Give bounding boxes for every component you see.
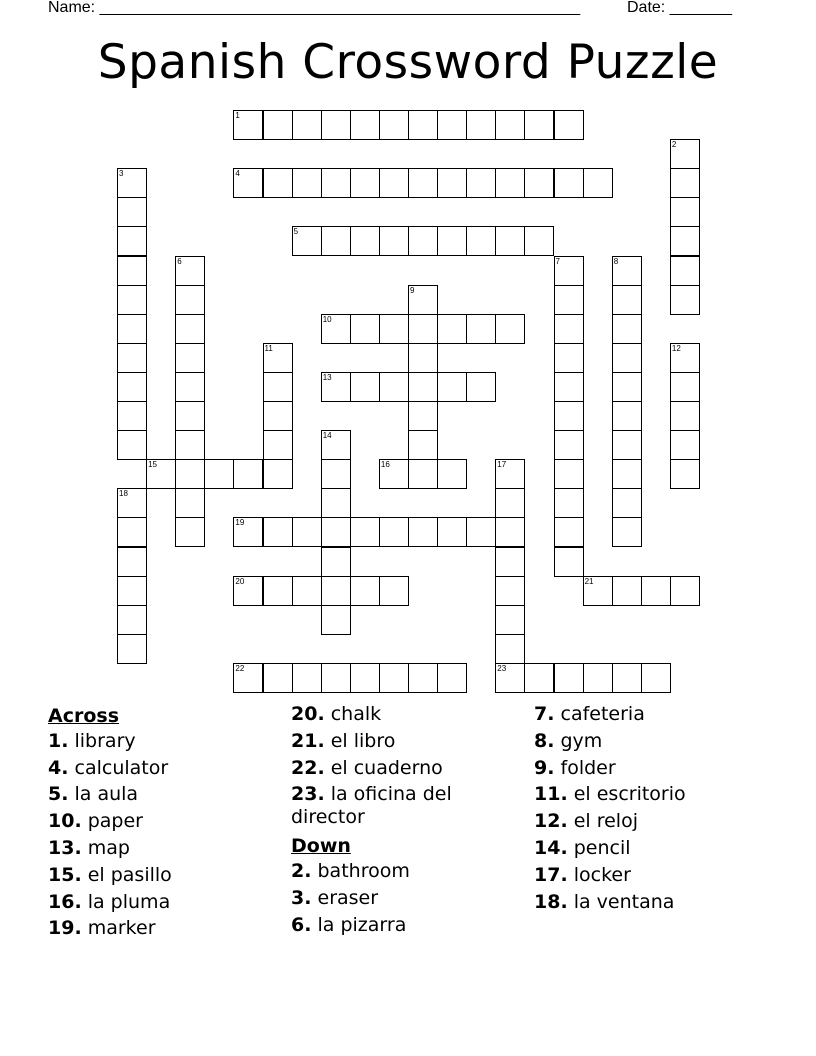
grid-cell[interactable]	[292, 226, 322, 256]
grid-cell[interactable]	[612, 314, 642, 344]
clue-number: 17.	[534, 863, 568, 886]
grid-cell[interactable]	[117, 256, 147, 286]
grid-cell[interactable]	[612, 343, 642, 373]
grid-cell[interactable]	[292, 576, 322, 606]
grid-cell[interactable]	[233, 663, 263, 693]
grid-cell[interactable]	[408, 663, 438, 693]
grid-cell[interactable]	[408, 168, 438, 198]
clue-number: 10.	[48, 810, 82, 833]
grid-cell[interactable]	[175, 343, 205, 373]
clue-number: 4.	[48, 756, 69, 779]
grid-cell[interactable]	[554, 372, 584, 402]
clue-across-15	[48, 864, 283, 887]
grid-cell[interactable]	[263, 343, 293, 373]
date-label: Date:	[627, 0, 666, 16]
clue-down-14	[534, 837, 769, 860]
grid-cell[interactable]	[408, 430, 438, 460]
grid-cell[interactable]	[466, 110, 496, 140]
grid-cell[interactable]	[263, 372, 293, 402]
cell-number: 18	[119, 489, 128, 499]
grid-cell[interactable]	[263, 576, 293, 606]
grid-cell[interactable]	[117, 343, 147, 373]
grid-cell[interactable]	[175, 314, 205, 344]
grid-cell[interactable]	[670, 401, 700, 431]
grid-cell[interactable]	[495, 547, 525, 577]
grid-cell[interactable]	[670, 430, 700, 460]
grid-cell[interactable]	[350, 517, 380, 547]
grid-cell[interactable]	[495, 663, 525, 693]
grid-cell[interactable]	[117, 430, 147, 460]
clue-text: folder	[560, 756, 616, 779]
grid-cell[interactable]	[554, 256, 584, 286]
grid-cell[interactable]	[524, 663, 554, 693]
grid-cell[interactable]	[379, 226, 409, 256]
grid-cell[interactable]	[670, 576, 700, 606]
grid-cell[interactable]	[117, 547, 147, 577]
cell-number: 4	[235, 169, 240, 179]
clue-number: 20.	[291, 703, 325, 725]
grid-cell[interactable]	[146, 459, 176, 489]
grid-cell[interactable]	[612, 663, 642, 693]
clue-number: 2.	[291, 859, 312, 882]
name-label: Name:	[48, 0, 96, 16]
clue-text: chalk	[330, 703, 382, 725]
grid-cell[interactable]	[321, 168, 351, 198]
grid-cell[interactable]	[670, 256, 700, 286]
cell-number: 13	[322, 372, 332, 382]
grid-cell[interactable]	[612, 459, 642, 489]
clue-number: 1.	[48, 729, 69, 752]
grid-cell[interactable]	[554, 459, 584, 489]
grid-cell[interactable]	[321, 547, 351, 577]
grid-cell[interactable]	[408, 459, 438, 489]
grid-cell[interactable]	[408, 372, 438, 402]
clue-text: el libro	[330, 729, 396, 752]
grid-cell[interactable]	[437, 226, 467, 256]
grid-cell[interactable]	[495, 168, 525, 198]
cell-number: 6	[177, 256, 182, 266]
grid-cell[interactable]	[408, 110, 438, 140]
clue-across-16	[48, 891, 283, 914]
clue-number: 5.	[48, 783, 69, 806]
grid-cell[interactable]	[554, 488, 584, 518]
grid-cell[interactable]	[117, 168, 147, 198]
grid-cell[interactable]	[437, 168, 467, 198]
cell-number: 16	[380, 460, 390, 470]
grid-cell[interactable]	[554, 401, 584, 431]
grid-cell[interactable]	[379, 110, 409, 140]
cell-number: 15	[148, 460, 157, 470]
grid-cell[interactable]	[350, 372, 380, 402]
grid-cell[interactable]	[670, 343, 700, 373]
clue-text: gym	[560, 729, 603, 752]
down-heading: Down	[291, 835, 351, 858]
grid-cell[interactable]	[175, 285, 205, 315]
clue-down-2	[291, 860, 526, 883]
clue-text: marker	[87, 917, 156, 940]
grid-cell[interactable]	[437, 372, 467, 402]
grid-cell[interactable]	[495, 517, 525, 547]
cell-number: 20	[235, 576, 245, 586]
clue-number: 12.	[534, 810, 568, 833]
grid-cell[interactable]	[641, 576, 671, 606]
grid-cell[interactable]	[554, 168, 584, 198]
grid-cell[interactable]	[117, 517, 147, 547]
cell-number: 3	[119, 169, 124, 179]
grid-cell[interactable]	[117, 314, 147, 344]
grid-cell[interactable]	[408, 401, 438, 431]
grid-cell[interactable]	[292, 517, 322, 547]
clue-across-5	[48, 783, 283, 806]
grid-cell[interactable]	[495, 576, 525, 606]
grid-cell[interactable]	[554, 110, 584, 140]
cell-number: 5	[293, 227, 299, 237]
clue-text: el cuaderno	[330, 756, 443, 779]
clue-down-8	[534, 730, 769, 753]
grid-cell[interactable]	[321, 517, 351, 547]
grid-cell[interactable]	[350, 168, 380, 198]
grid-cell[interactable]	[495, 314, 525, 344]
date-line[interactable]: _______	[669, 0, 732, 16]
grid-cell[interactable]	[117, 372, 147, 402]
grid-cell[interactable]	[379, 372, 409, 402]
clue-number: 23.	[291, 783, 325, 806]
grid-cell[interactable]	[612, 488, 642, 518]
grid-cell[interactable]	[466, 517, 496, 547]
grid-cell[interactable]	[612, 256, 642, 286]
grid-cell[interactable]	[263, 459, 293, 489]
clue-text: eraser	[317, 886, 379, 909]
grid-cell[interactable]	[554, 663, 584, 693]
clue-across-20	[291, 703, 526, 726]
grid-cell[interactable]	[495, 226, 525, 256]
cell-number: 17	[497, 460, 507, 470]
clue-text: la pizarra	[317, 913, 407, 936]
grid-cell[interactable]	[233, 110, 263, 140]
clue-text: map	[87, 836, 130, 859]
grid-cell[interactable]	[175, 430, 205, 460]
grid-cell[interactable]	[321, 314, 351, 344]
grid-cell[interactable]	[524, 110, 554, 140]
clue-down-6	[291, 914, 526, 937]
grid-cell[interactable]	[612, 430, 642, 460]
clue-column-1	[48, 703, 283, 944]
grid-cell[interactable]	[321, 605, 351, 635]
grid-cell[interactable]	[437, 110, 467, 140]
clue-text: la oficina del director	[291, 783, 452, 829]
grid-cell[interactable]	[379, 576, 409, 606]
grid-cell[interactable]	[321, 488, 351, 518]
grid-cell[interactable]	[204, 459, 234, 489]
grid-cell[interactable]	[117, 634, 147, 664]
clue-down-3	[291, 887, 526, 910]
clue-text: la pluma	[87, 890, 171, 913]
grid-cell[interactable]	[321, 663, 351, 693]
cell-number: 23	[497, 663, 507, 673]
clue-across-13	[48, 837, 283, 860]
grid-cell[interactable]	[292, 663, 322, 693]
grid-cell[interactable]	[437, 663, 467, 693]
cell-number: 12	[671, 343, 681, 353]
grid-cell[interactable]	[263, 517, 293, 547]
grid-cell[interactable]	[408, 285, 438, 315]
grid-cell[interactable]	[612, 576, 642, 606]
grid-cell[interactable]	[466, 226, 496, 256]
grid-cell[interactable]	[466, 372, 496, 402]
grid-cell[interactable]	[495, 110, 525, 140]
grid-cell[interactable]	[670, 459, 700, 489]
clue-number: 14.	[534, 836, 568, 859]
clue-text: el pasillo	[87, 863, 172, 886]
grid-cell[interactable]	[670, 372, 700, 402]
grid-cell[interactable]	[379, 314, 409, 344]
grid-cell[interactable]	[612, 517, 642, 547]
grid-cell[interactable]	[437, 517, 467, 547]
clue-across-22	[291, 757, 526, 780]
grid-cell[interactable]	[408, 343, 438, 373]
grid-cell[interactable]	[263, 110, 293, 140]
grid-cell[interactable]	[350, 663, 380, 693]
grid-cell[interactable]	[379, 168, 409, 198]
clue-number: 18.	[534, 890, 568, 913]
grid-cell[interactable]	[524, 226, 554, 256]
grid-cell[interactable]	[117, 488, 147, 518]
clue-number: 15.	[48, 863, 82, 886]
grid-cell[interactable]	[321, 372, 351, 402]
grid-cell[interactable]	[437, 459, 467, 489]
clue-number: 8.	[534, 729, 555, 752]
grid-cell[interactable]	[495, 605, 525, 635]
clue-text: el escritorio	[573, 783, 686, 806]
grid-cell[interactable]	[263, 401, 293, 431]
clue-across-1	[48, 730, 283, 753]
cell-number: 21	[584, 576, 594, 586]
clue-text: cafeteria	[560, 703, 645, 725]
cell-number: 8	[613, 256, 619, 266]
grid-cell[interactable]	[175, 401, 205, 431]
grid-cell[interactable]	[321, 110, 351, 140]
grid-cell[interactable]	[175, 256, 205, 286]
clue-text: pencil	[573, 836, 631, 859]
clue-column-3	[534, 703, 769, 917]
cell-number: 2	[671, 140, 677, 150]
grid-cell[interactable]	[495, 634, 525, 664]
grid-cell[interactable]	[554, 285, 584, 315]
clue-across-10	[48, 810, 283, 833]
grid-cell[interactable]	[117, 576, 147, 606]
clue-across-23	[291, 783, 526, 829]
grid-cell[interactable]	[612, 285, 642, 315]
clue-text: el reloj	[573, 810, 638, 833]
clue-number: 9.	[534, 756, 555, 779]
grid-cell[interactable]	[583, 576, 613, 606]
grid-cell[interactable]	[641, 663, 671, 693]
grid-cell[interactable]	[554, 314, 584, 344]
grid-cell[interactable]	[379, 459, 409, 489]
grid-cell[interactable]	[175, 488, 205, 518]
cell-number: 11	[264, 343, 273, 353]
grid-cell[interactable]	[233, 168, 263, 198]
clue-text: la ventana	[573, 890, 675, 913]
grid-cell[interactable]	[670, 226, 700, 256]
grid-cell[interactable]	[233, 517, 263, 547]
grid-cell[interactable]	[437, 314, 467, 344]
clue-number: 6.	[291, 913, 312, 936]
grid-cell[interactable]	[117, 226, 147, 256]
grid-cell[interactable]	[263, 430, 293, 460]
clue-text: calculator	[74, 756, 169, 779]
clue-number: 19.	[48, 917, 82, 940]
grid-cell[interactable]	[117, 401, 147, 431]
clue-text: bathroom	[317, 859, 410, 882]
grid-cell[interactable]	[583, 663, 613, 693]
grid-cell[interactable]	[495, 488, 525, 518]
grid-cell[interactable]	[350, 110, 380, 140]
clue-text: paper	[87, 810, 143, 833]
cell-number: 9	[410, 285, 415, 295]
clue-number: 13.	[48, 836, 82, 859]
clue-number: 16.	[48, 890, 82, 913]
cell-number: 10	[322, 314, 332, 324]
grid-cell[interactable]	[321, 226, 351, 256]
clue-across-4	[48, 757, 283, 780]
grid-cell[interactable]	[670, 285, 700, 315]
grid-cell[interactable]	[670, 197, 700, 227]
clue-across-21	[291, 730, 526, 753]
grid-cell[interactable]	[554, 343, 584, 373]
across-heading: Across	[48, 705, 120, 727]
clue-text: la aula	[74, 783, 139, 806]
grid-cell[interactable]	[670, 139, 700, 169]
grid-cell[interactable]	[117, 605, 147, 635]
grid-cell[interactable]	[233, 459, 263, 489]
grid-cell[interactable]	[263, 168, 293, 198]
cell-number: 22	[235, 663, 245, 673]
clue-column-2	[291, 703, 526, 940]
grid-cell[interactable]	[495, 459, 525, 489]
clue-text: locker	[573, 863, 631, 886]
grid-cell[interactable]	[408, 226, 438, 256]
grid-cell[interactable]	[612, 372, 642, 402]
grid-cell[interactable]	[466, 314, 496, 344]
grid-cell[interactable]	[117, 285, 147, 315]
grid-cell[interactable]	[350, 226, 380, 256]
cell-number: 14	[322, 431, 332, 441]
clue-number: 21.	[291, 729, 325, 752]
grid-cell[interactable]	[670, 168, 700, 198]
grid-cell[interactable]	[554, 547, 584, 577]
grid-cell[interactable]	[524, 168, 554, 198]
clue-across-19	[48, 917, 283, 940]
grid-cell[interactable]	[379, 517, 409, 547]
grid-cell[interactable]	[292, 168, 322, 198]
grid-cell[interactable]	[379, 663, 409, 693]
clue-down-12	[534, 810, 769, 833]
grid-cell[interactable]	[321, 576, 351, 606]
grid-cell[interactable]	[408, 314, 438, 344]
grid-cell[interactable]	[350, 314, 380, 344]
grid-cell[interactable]	[350, 576, 380, 606]
clue-down-9	[534, 757, 769, 780]
grid-cell[interactable]	[321, 430, 351, 460]
grid-cell[interactable]	[175, 517, 205, 547]
clue-down-11	[534, 783, 769, 806]
grid-cell[interactable]	[554, 430, 584, 460]
grid-cell[interactable]	[175, 459, 205, 489]
clue-number: 11.	[534, 783, 568, 806]
grid-cell[interactable]	[321, 459, 351, 489]
grid-cell[interactable]	[583, 168, 613, 198]
cell-number: 19	[235, 518, 245, 528]
clue-text: library	[74, 729, 136, 752]
cell-number: 1	[235, 111, 240, 120]
grid-cell[interactable]	[233, 576, 263, 606]
grid-cell[interactable]	[466, 168, 496, 198]
cell-number: 7	[555, 256, 560, 266]
clue-number: 22.	[291, 756, 325, 779]
grid-cell[interactable]	[612, 401, 642, 431]
clue-number: 7.	[534, 703, 555, 725]
grid-cell[interactable]	[408, 517, 438, 547]
clue-number: 3.	[291, 886, 312, 909]
grid-cell[interactable]	[175, 372, 205, 402]
clue-down-17	[534, 864, 769, 887]
name-line[interactable]: ______________________________________________________	[99, 0, 581, 16]
grid-cell[interactable]	[263, 663, 293, 693]
grid-cell[interactable]	[554, 517, 584, 547]
clue-down-18	[534, 891, 769, 914]
page-title: Spanish Crossword Puzzle	[97, 35, 719, 90]
clue-down-7	[534, 703, 769, 726]
grid-cell[interactable]	[292, 110, 322, 140]
grid-cell[interactable]	[117, 197, 147, 227]
